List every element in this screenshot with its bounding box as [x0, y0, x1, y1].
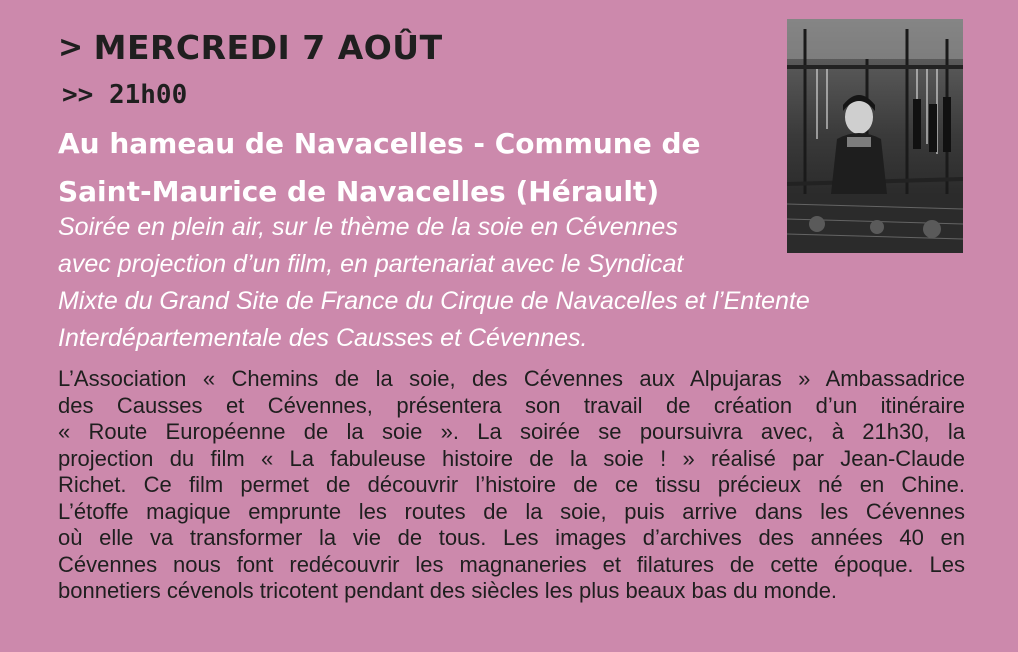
description-line: bonnetiers cévenols tricotent pendant des siècles les plus beaux bas du monde. — [58, 578, 838, 603]
intro-line: Mixte du Grand Site de France du Cirque de Navacelles et l’Entente — [58, 287, 810, 315]
description-line: où elle va transformer la vie de tous. Les images d’archives des années 40 en — [58, 525, 965, 550]
description-line: projection du film « La fabuleuse histoire de la soie ! » réalisé par Jean-Claude — [58, 445, 965, 471]
archive-photo-drawing — [787, 19, 963, 253]
event-description — [58, 366, 965, 605]
event-title — [58, 120, 758, 216]
event-time: 21h00 — [108, 80, 188, 110]
event-title-line: Au hameau de Navacelles - Commune de — [58, 127, 701, 160]
intro-line: Soirée en plein air, sur le thème de la soie en Cévennes — [58, 213, 678, 241]
archive-photo-silk-loom — [787, 19, 963, 253]
description-line: « Route Européenne de la soie ». La soirée se poursuivra avec, à 21h30, la — [58, 419, 965, 444]
time-prefix: >> — [62, 80, 94, 110]
chevron-right-icon: > — [58, 30, 84, 65]
description-line: L’Association « Chemins de la soie, des Cévennes aux Alpujaras » Ambassadrice — [58, 366, 965, 391]
description-line: L’étoffe magique emprunte les routes de la soie, puis arrive dans les Cévennes — [58, 498, 965, 524]
description-line: des Causses et Cévennes, présentera son travail de création d’un itinéraire — [58, 392, 965, 418]
event-title-line: Saint-Maurice de Navacelles (Hérault) — [58, 175, 660, 208]
event-date: MERCREDI 7 AOÛT — [93, 28, 443, 67]
description-line: Cévennes nous font redécouvrir les magnaneries et filatures de cette époque. Les — [58, 551, 965, 577]
intro-line: Interdépartementale des Causses et Cévennes. — [58, 324, 588, 352]
event-date-heading — [58, 28, 443, 67]
intro-line: avec projection d’un film, en partenariat avec le Syndicat — [58, 250, 684, 278]
description-line: Richet. Ce film permet de découvrir l’histoire de ce tissu précieux né en Chine. — [58, 472, 965, 497]
event-time-heading — [62, 80, 187, 110]
